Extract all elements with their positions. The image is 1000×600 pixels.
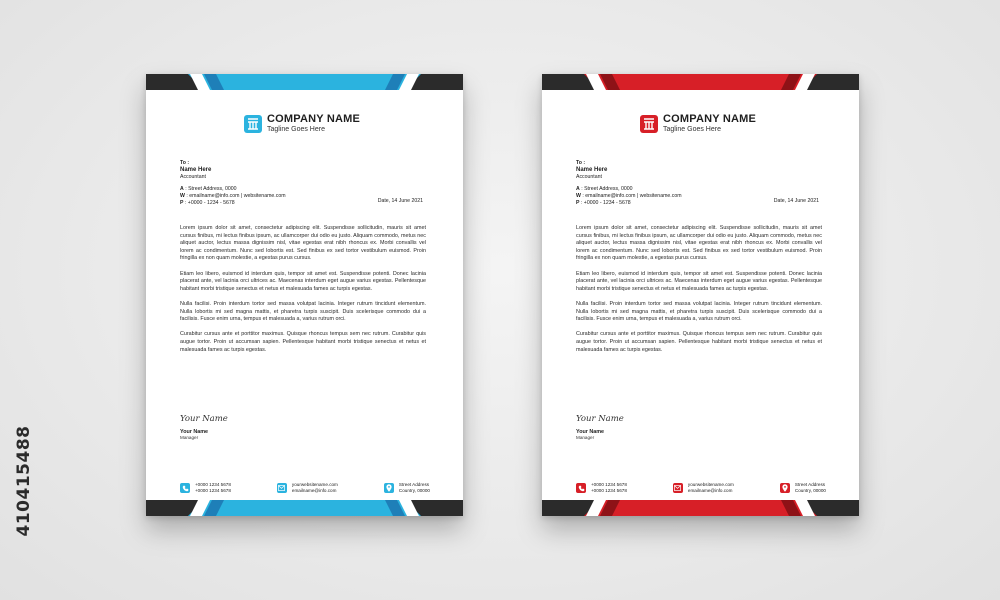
letter-body (180, 225, 426, 362)
body-paragraph: Lorem ipsum dolor sit amet, consectetur adipiscing elit. Suspendisse sollicitudin, mauris sit amet cursus finibus, mi lectus finibus ipsum, ac ullamcorper dui odio eu justo. Aliquam commodo, metus nec aliquet auctor, lectus massa dignissim nisl, vitae egestas erat nibh rhoncus ex. Morbi convallis vel lorem ac condimentum. Nunc sed lobortis est. Sed finibus ex sed tortor vestibulum euismod. Proin fringilla ex non quam molestie, a egestas purus cursus. (576, 225, 822, 262)
footer-phone: +0000 1234 5678 +0000 1234 5678 (180, 482, 231, 494)
body-paragraph: Curabitur cursus ante et porttitor maximus. Quisque rhoncus tempus sem nec rutrum. Curabitur quis augue tortor. Proin ut accumsan sapien. Pellentesque habitant morbi tristique senectus et netus et malesuada fames ac turpis egestas. (180, 331, 426, 353)
body-paragraph: Curabitur cursus ante et porttitor maximus. Quisque rhoncus tempus sem nec rutrum. Curabitur quis augue tortor. Proin ut accumsan sapien. Pellentesque habitant morbi tristique senectus et netus et malesuada fames ac turpis egestas. (576, 331, 822, 353)
body-paragraph: Nulla facilisi. Proin interdum tortor sed massa volutpat lacinia. Integer rutrum tincidunt elementum. Nulla lobortis mi sed magna mattis, et pharetra turpis suscipit. Duis scelerisque commodo dui a facilisis. Fusce enim urna, tempus et malesuada a, varius rutrum orci. (180, 300, 426, 323)
body-paragraph: Nulla facilisi. Proin interdum tortor sed massa volutpat lacinia. Integer rutrum tincidunt elementum. Nulla lobortis mi sed magna mattis, et pharetra turpis suscipit. Duis scelerisque commodo dui a facilisis. Fusce enim urna, tempus et malesuada a, varius rutrum orci. (576, 300, 822, 323)
to-label: To : (180, 160, 190, 166)
footer-location: Street Address Country, 00000 (780, 482, 826, 494)
signature: Your Name (180, 414, 228, 424)
bottom-band (146, 500, 463, 516)
phone-row: P : +0000 - 1234 - 5678 (576, 200, 631, 207)
stock-id-watermark: 410415488 (14, 425, 34, 537)
location-pin-icon (780, 483, 790, 493)
mail-icon (673, 483, 683, 493)
address-row: A : Street Address, 0000 (180, 185, 237, 192)
tagline: Tagline Goes Here (663, 126, 721, 133)
company-name: COMPANY NAME (663, 113, 757, 125)
web-row: W : emailname@info.com | websitename.com (180, 192, 286, 199)
footer-phone: +0000 1234 5678 +0000 1234 5678 (576, 482, 627, 494)
letter-body (576, 225, 822, 362)
footer-mail: yourwebsitename.com emailname@info.com (277, 482, 338, 494)
company-name: COMPANY NAME (267, 113, 361, 125)
recipient-name: Name Here (180, 167, 212, 174)
letterhead-red (542, 74, 859, 516)
signer-role: Manager (180, 435, 199, 440)
top-band (146, 74, 463, 90)
company-logo (244, 114, 360, 133)
signature: Your Name (576, 414, 624, 424)
body-paragraph: Etiam leo libero, euismod id interdum quis, tempor sit amet est. Suspendisse potenti. Donec lacinia placerat ante, vel lacinia orci ultrices ac. Maecenas interdum eget augue varius egestas. Pellentesque habitant morbi tristique senectus et netus et malesuada fames ac turpis egestas. (180, 270, 426, 292)
tagline: Tagline Goes Here (267, 126, 325, 133)
letter-date: Date, 14 June 2021 (377, 198, 423, 204)
location-pin-icon (384, 483, 394, 493)
footer-contacts (180, 482, 430, 494)
address-row: A : Street Address, 0000 (576, 185, 633, 192)
mail-icon (277, 483, 287, 493)
footer-mail: yourwebsitename.com emailname@info.com (673, 482, 734, 494)
body-paragraph: Lorem ipsum dolor sit amet, consectetur adipiscing elit. Suspendisse sollicitudin, mauris sit amet cursus finibus, mi lectus finibus ipsum, ac ullamcorper dui odio eu justo. Aliquam commodo, metus nec aliquet auctor, lectus massa dignissim nisl, vitae egestas erat nibh rhoncus ex. Morbi convallis vel lorem ac condimentum. Nunc sed lobortis est. Sed finibus ex sed tortor vestibulum euismod. Proin fringilla ex non quam molestie, a egestas purus cursus. (180, 225, 426, 262)
letterhead-blue (146, 74, 463, 516)
phone-icon (180, 483, 190, 493)
recipient-name: Name Here (576, 167, 608, 174)
building-logo-icon (244, 115, 262, 133)
signer-name: Your Name (180, 429, 209, 435)
company-logo (640, 114, 756, 133)
letter-date: Date, 14 June 2021 (773, 198, 819, 204)
phone-row: P : +0000 - 1234 - 5678 (180, 200, 235, 207)
web-row: W : emailname@info.com | websitename.com (576, 192, 682, 199)
top-band (542, 74, 859, 90)
footer-contacts (576, 482, 826, 494)
phone-icon (576, 483, 586, 493)
signer-name: Your Name (576, 429, 605, 435)
bottom-band (542, 500, 859, 516)
building-logo-icon (640, 115, 658, 133)
recipient-role: Accountant (180, 174, 206, 181)
body-paragraph: Etiam leo libero, euismod id interdum quis, tempor sit amet est. Suspendisse potenti. Donec lacinia placerat ante, vel lacinia orci ultrices ac. Maecenas interdum eget augue varius egestas. Pellentesque habitant morbi tristique senectus et netus et malesuada fames ac turpis egestas. (576, 270, 822, 292)
recipient-block (576, 160, 682, 207)
signer-role: Manager (576, 435, 595, 440)
to-label: To : (576, 160, 586, 166)
footer-location: Street Address Country, 00000 (384, 482, 430, 494)
recipient-block (180, 160, 286, 207)
recipient-role: Accountant (576, 174, 602, 181)
